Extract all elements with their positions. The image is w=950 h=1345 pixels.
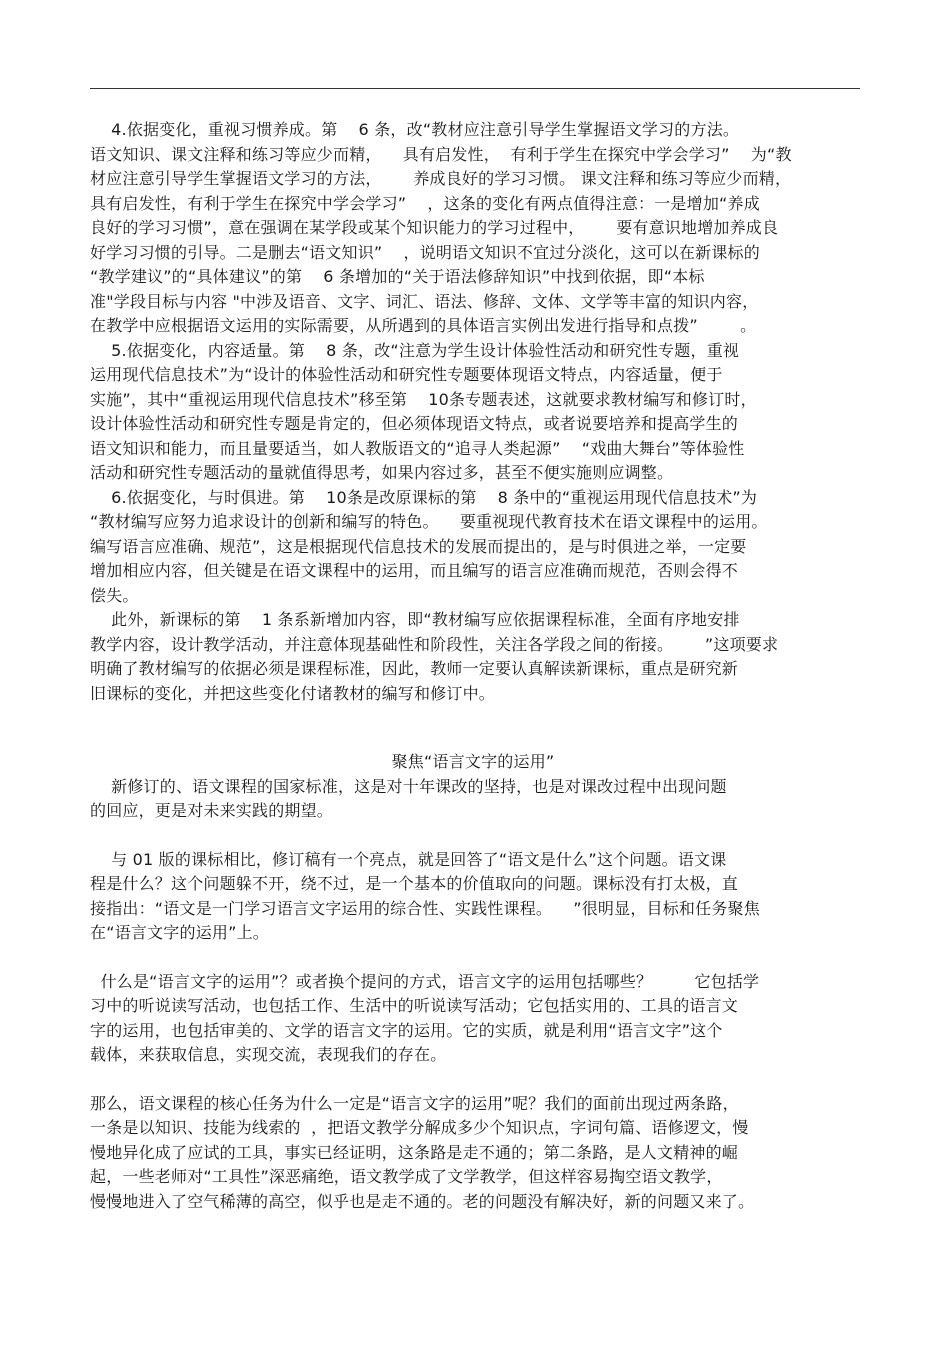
text-line: 语文知识和能力，而且量要适当，如人教版语文的“追寻人类起源” “戏曲大舞台”等体验性 [90, 438, 745, 458]
text-line: 具有启发性，有利于学生在探究中学会学习” ，这条的变化有两点值得注意：一是增加“养成 [90, 193, 760, 213]
text-line: 材应注意引导学生掌握语文学习的方法， 养成良好的学习习惯。 课文注释和练习等应少而精， [90, 169, 792, 188]
text-line: 语文知识、课文注释和练习等应少而精， 具有启发性， 有利于学生在探究中学会学习” 为“教 [90, 144, 792, 164]
header-rule [90, 88, 860, 89]
text-line: 4.依据变化，重视习惯养成。第 6 条，改“教材应注意引导学生掌握语文学习的方法。 [90, 120, 740, 139]
document-body [90, 118, 862, 1214]
text-line: 接指出：“语文是一门学习语言文字运用的综合性、实践性课程。 ”很明显，目标和任务聚焦 [90, 898, 760, 918]
text-line: 字的运用，也包括审美的、文学的语言文字的运用。它的实质，就是利用“语言文字”这个 [90, 1020, 723, 1040]
paragraph-definition [90, 970, 862, 1068]
paragraph-intro [90, 775, 862, 824]
text-line: 习中的听说读写活动，也包括工作、生活中的听说读写活动；它包括实用的、工具的语言文 [90, 996, 739, 1015]
text-line: 旧课标的变化，并把这些变化付诸教材的编写和修订中。 [90, 683, 496, 703]
spacer [90, 1068, 862, 1092]
text-line: 在“语言文字的运用”上。 [90, 923, 269, 942]
text-line: 起，一些老师对“工具性”深恶痛绝，语文教学成了文学教学，但这样容易掏空语文教学， [90, 1167, 723, 1186]
paragraph-core-task [90, 1092, 862, 1215]
paragraph-highlight [90, 848, 862, 946]
spacer [90, 824, 862, 848]
text-line: 设计体验性活动和研究性专题是肯定的，但必须体现语文特点，或者说要培养和提高学生的 [90, 414, 739, 433]
text-line: 准"学段目标与内容 "中涉及语音、文字、词汇、语法、修辞、文体、文学等丰富的知识内容， [90, 291, 759, 311]
spacer [90, 706, 862, 750]
text-line: 新修订的、语文课程的国家标准，这是对十年课改的坚持，也是对课改过程中出现问题 [90, 776, 727, 796]
text-line: 的回应，更是对未来实践的期望。 [90, 801, 334, 820]
text-line: 活动和研究性专题活动的量就值得思考，如果内容过多，甚至不便实施则应调整。 [90, 463, 674, 482]
text-line: 与 01 版的课标相比，修订稿有一个亮点，就是回答了“语文是什么”这个问题。语文课 [90, 849, 727, 869]
text-line: 偿失。 [90, 585, 139, 605]
text-line: 教学内容，设计教学活动，并注意体现基础性和阶段性，关注各学段之间的衔接。 ”这项要求 [90, 634, 779, 654]
text-line: 好学习习惯的引导。二是删去“语文知识” ，说明语文知识不宜过分淡化，这可以在新课标的 [90, 242, 760, 262]
text-line: 什么是“语言文字的运用”？或者换个提问的方式，语言文字的运用包括哪些？ 它包括学 [90, 971, 760, 991]
paragraph-4-habits [90, 118, 862, 339]
text-line: 一条是以知识、技能为线索的 ，把语文教学分解成多少个知识点，字词句篇、语修逻文，慢 [90, 1118, 749, 1137]
text-line: 慢慢地进入了空气稀薄的高空，似乎也是走不通的。老的问题没有解决好，新的问题又来了。 [90, 1191, 755, 1211]
text-line: “教材编写应努力追求设计的创新和编写的特色。 要重视现代教育技术在语文课程中的运用。 [90, 512, 768, 531]
text-line: 在教学中应根据语文运用的实际需要，从所遇到的具体语言实例出发进行指导和点拨” 。 [90, 316, 757, 335]
paragraph-5-content [90, 339, 862, 486]
text-line: 良好的学习习惯”，意在强调在某学段或某个知识能力的学习过程中， 要有意识地增加养成良 [90, 218, 779, 237]
text-line: 慢地异化成了应试的工具，事实已经证明，这条路是走不通的；第二条路，是人文精神的崛 [90, 1142, 739, 1162]
text-line: 实施”，其中“重视运用现代信息技术”移至第 10条专题表述，这就要求教材编写和修订时， [90, 389, 757, 409]
paragraph-6-times [90, 486, 862, 609]
text-line: 增加相应内容，但关键是在语文课程中的运用，而且编写的语言应准确而规范，否则会得不 [90, 561, 739, 580]
text-line: “教学建议”的“具体建议”的第 6 条增加的“关于语法修辞知识”中找到依据，即“本标 [90, 267, 705, 286]
text-line: 此外，新课标的第 1 条系新增加内容，即“教材编写应依据课程标准，全面有序地安排 [90, 610, 740, 629]
text-line: 明确了教材编写的依据必须是课程标准，因此，教师一定要认真解读新课标，重点是研究新 [90, 659, 739, 678]
text-line: 6.依据变化，与时俱进。第 10条是改原课标的第 8 条中的“重视运用现代信息技术”为 [90, 487, 758, 507]
paragraph-additional [90, 608, 862, 706]
text-line: 5.依据变化，内容适量。第 8 条，改“注意为学生设计体验性活动和研究性专题，重视 [90, 340, 740, 360]
text-line: 那么，语文课程的核心任务为什么一定是“语言文字的运用”呢？我们的面前出现过两条路， [90, 1093, 739, 1113]
text-line: 载体，来获取信息，实现交流，表现我们的存在。 [90, 1045, 447, 1064]
text-line: 运用现代信息技术”为“设计的体验性活动和研究性专题要体现语文特点，内容适量，便于 [90, 365, 723, 384]
section-title: 聚焦“语言文字的运用” [391, 752, 555, 771]
spacer [90, 946, 862, 970]
text-line: 编写语言应准确、规范”，这是根据现代信息技术的发展而提出的，是与时俱进之举，一定要 [90, 536, 747, 556]
text-line: 程是什么？这个问题躲不开，绕不过，是一个基本的价值取向的问题。课标没有打太极，直 [90, 874, 739, 893]
